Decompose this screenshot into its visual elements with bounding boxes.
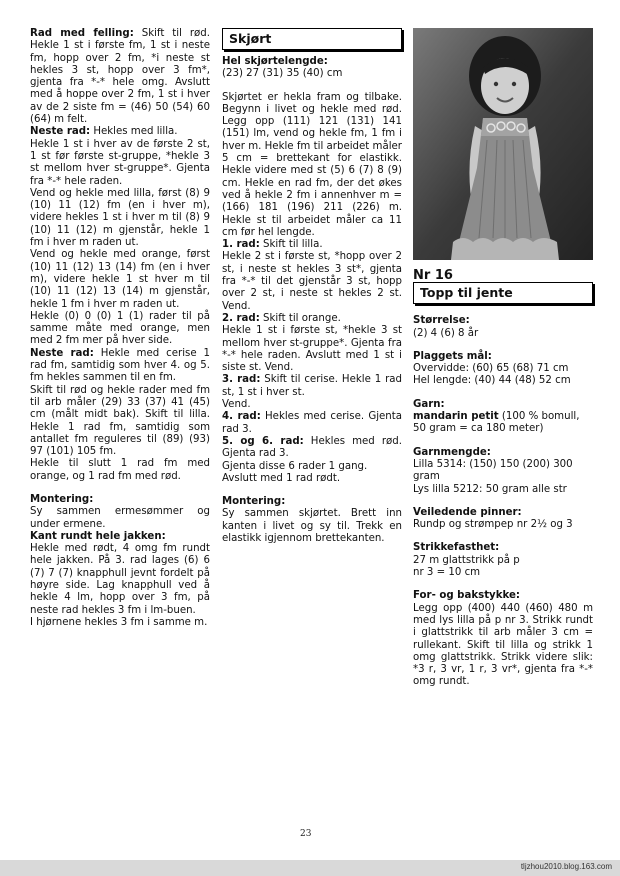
- row-label: 3. rad:: [222, 374, 261, 386]
- gauge-line: nr 3 = 10 cm: [413, 567, 481, 579]
- size-value: (2) 4 (6) 8 år: [413, 327, 479, 339]
- montering-heading: Montering:: [222, 496, 286, 508]
- paragraph: Sy sammen skjørtet. Brett inn kanten i livet og sy til. Trekk en elastikk igjennom brettekanten.: [222, 508, 402, 544]
- paragraph: Skjørtet er hekla fram og tilbake. Begynn i livet og hekle med rød. Legg opp (111) 121 (131) 141 (151) lm, vend og hekle fm, 1 fm i hver m. Hekle fm til arbeidet måler 5 cm = brettekant for elastikk. Hekle videre med st (5) 6 (7) 8 (9) cm. Hekle en rad fm, der det økes ved å hekle 2 fm i annenhver m = (166) 181 (196) 211 (226) m. Hekle st til arbeidet måler ca 11 cm før hel lengde.: [222, 91, 402, 238]
- kant-heading: Kant rundt hele jakken:: [30, 530, 166, 542]
- paragraph: [222, 411, 402, 436]
- row-label: 1. rad:: [222, 239, 260, 251]
- measure-length: Hel lengde: (40) 44 (48) 52 cm: [413, 375, 571, 387]
- footer-url: tljzhou2010.blog.163.com: [520, 862, 612, 871]
- paragraph: Skift til rød og hekle rader med fm til arb måler (29) 33 (37) 41 (45) cm (målt midt bak). Skift til lilla. Hekle 1 rad fm, samtidig som antallet fm reguleres til (89) (93) 97 (101) 105 fm.: [30, 384, 210, 458]
- row-text: Skift til cerise. Hekle 1 rad st, 1 st i hver st.: [222, 374, 402, 398]
- row-text: Skift til orange.: [259, 312, 341, 324]
- pattern-number: Nr 16: [413, 268, 453, 283]
- needles-value: Rundp og strømpep nr 2½ og 3: [413, 519, 573, 531]
- amount-lys-lilla: Lys lilla 5212: 50 gram alle str: [413, 483, 567, 495]
- montering-heading: Montering:: [30, 493, 94, 505]
- length-value: (23) 27 (31) 35 (40) cm: [222, 68, 343, 80]
- yarn-name: mandarin petit: [413, 411, 499, 423]
- row-text: Hekles med lilla.: [90, 126, 178, 138]
- paragraph: [222, 374, 402, 399]
- row-label: 4. rad:: [222, 411, 261, 423]
- row-text: Skift til lilla.: [259, 239, 323, 251]
- amount-heading: Garnmengde:: [413, 446, 491, 458]
- row-text: Hekles med rød. Gjenta rad 3.: [222, 435, 402, 460]
- paragraph: Hekle 1 st i hver av de første 2 st, 1 st før første st-gruppe, *hekle 3 st mellom hver st-gruppe*. Gjenta fra *-* hele raden.: [30, 138, 210, 187]
- paragraph: [30, 126, 210, 138]
- body-heading: For- og bakstykke:: [413, 590, 520, 602]
- measure-width: Overvidde: (60) 65 (68) 71 cm: [413, 363, 569, 375]
- paragraph: Vend og hekle med lilla, først (8) 9 (10) 11 (12) fm (en i hver m), videre hekles 1 st i hver m til (8) 9 (10) 11 (12) m gjenstår, hekle 1 fm i hver m raden ut.: [30, 187, 210, 249]
- gauge-heading: Strikkefasthet:: [413, 542, 500, 554]
- paragraph: [222, 436, 402, 461]
- child-illustration: [413, 28, 593, 260]
- gauge-line: 27 m glattstrikk på p: [413, 554, 520, 566]
- paragraph: Vend.: [222, 399, 251, 411]
- row-text: Hekles med cerise. Gjenta rad 3.: [222, 411, 403, 435]
- row-label: 5. og 6. rad:: [222, 435, 304, 447]
- row-label: Rad med felling:: [30, 28, 134, 39]
- paragraph: Sy sammen ermesømmer og under ermene.: [30, 506, 210, 530]
- yarn-heading: Garn:: [413, 398, 445, 410]
- measure-heading: Plaggets mål:: [413, 350, 492, 362]
- row-label: Neste rad:: [30, 126, 91, 138]
- paragraph: Hekle 2 st i første st, *hopp over 2 st, i neste st hekles 3 st*, gjenta fra *-* til det gjenstår 3 st, hopp over 2 st, i neste st hekles 2 st. Vend.: [222, 251, 402, 312]
- paragraph: Hekle til slutt 1 rad fm med orange, og 1 rad fm med rød.: [30, 458, 210, 482]
- row-text: Skift til rød. Hekle 1 st i første fm, 1 st i neste fm, hopp over 2 fm, *i neste st hekles 3 st, hopp over 3 fm*, gjenta fra *-* hele omg. Avslutt med å hoppe over 2 fm, 1 st i hver av de 2 siste fm = (46) 50 (54) 60 (64) m felt.: [30, 28, 210, 126]
- paragraph: [222, 313, 402, 325]
- page-number: 23: [300, 829, 312, 839]
- column-1: [30, 28, 210, 629]
- skjort-section-title: Skjørt: [222, 28, 402, 50]
- paragraph: Hekle 1 st i første st, *hekle 3 st mellom hver st-gruppe*. Gjenta fra *-* hele raden. Avslutt med 1 st i siste st. Vend.: [222, 325, 402, 374]
- paragraph: Vend og hekle med orange, først (10) 11 (12) 13 (14) fm (en i hver m), videre hekle 1 st hver m til (10) 11 (12) 13 (14) m gjenstår, hekle 1 fm i hver m raden ut.: [30, 249, 210, 310]
- length-heading: Hel skjørtelengde:: [222, 56, 328, 67]
- paragraph: [30, 28, 210, 126]
- paragraph: Gjenta disse 6 rader 1 gang. Avslutt med 1 rad rødt.: [222, 460, 368, 484]
- paragraph: [30, 348, 210, 385]
- column-2: [222, 28, 402, 545]
- topp-section-title: Topp til jente: [413, 282, 593, 304]
- row-label: 2. rad:: [222, 312, 260, 324]
- paragraph: [413, 411, 593, 436]
- row-label: Neste rad:: [30, 347, 94, 359]
- needles-heading: Veiledende pinner:: [413, 506, 522, 518]
- size-heading: Størrelse:: [413, 315, 470, 327]
- child-photo: [413, 28, 593, 260]
- paragraph: I hjørnene hekles 3 fm i samme m.: [30, 616, 208, 628]
- row-text: Hekle med cerise 1 rad fm, samtidig som hver 4. og 5. fm hekles sammen til en fm.: [30, 347, 211, 384]
- amount-lilla: Lilla 5314: (150) 150 (200) 300 gram: [413, 458, 573, 483]
- paragraph: Hekle med rødt, 4 omg fm rundt hele jakken. På 3. rad lages (6) 6 (7) 7 (7) knapphull jevnt fordelt på høyre side. Lag knapphull ved å hekle 4 lm, hopp over 3 fm, på neste rad hekles 3 fm i lm-buen.: [30, 543, 210, 616]
- paragraph: [222, 239, 402, 251]
- paragraph: Hekle (0) 0 (0) 1 (1) rader til på samme måte med orange, men med 2 fm mer på hver side.: [30, 310, 210, 347]
- yarn-text: (100 % bomull, 50 gram = ca 180 meter): [413, 411, 580, 435]
- body-text: Legg opp (400) 440 (460) 480 m med lys lilla på p nr 3. Strikk rundt i glattstrikk til arb måler 3 cm = rullekant. Skift til lilla og strikk 1 omg glattstrikk. Strikk videre slik: *3 r, 3 vr, 1 r, 3 vr*, gjenta fra *-* omg rundt.: [413, 602, 593, 688]
- column-3: [413, 270, 593, 689]
